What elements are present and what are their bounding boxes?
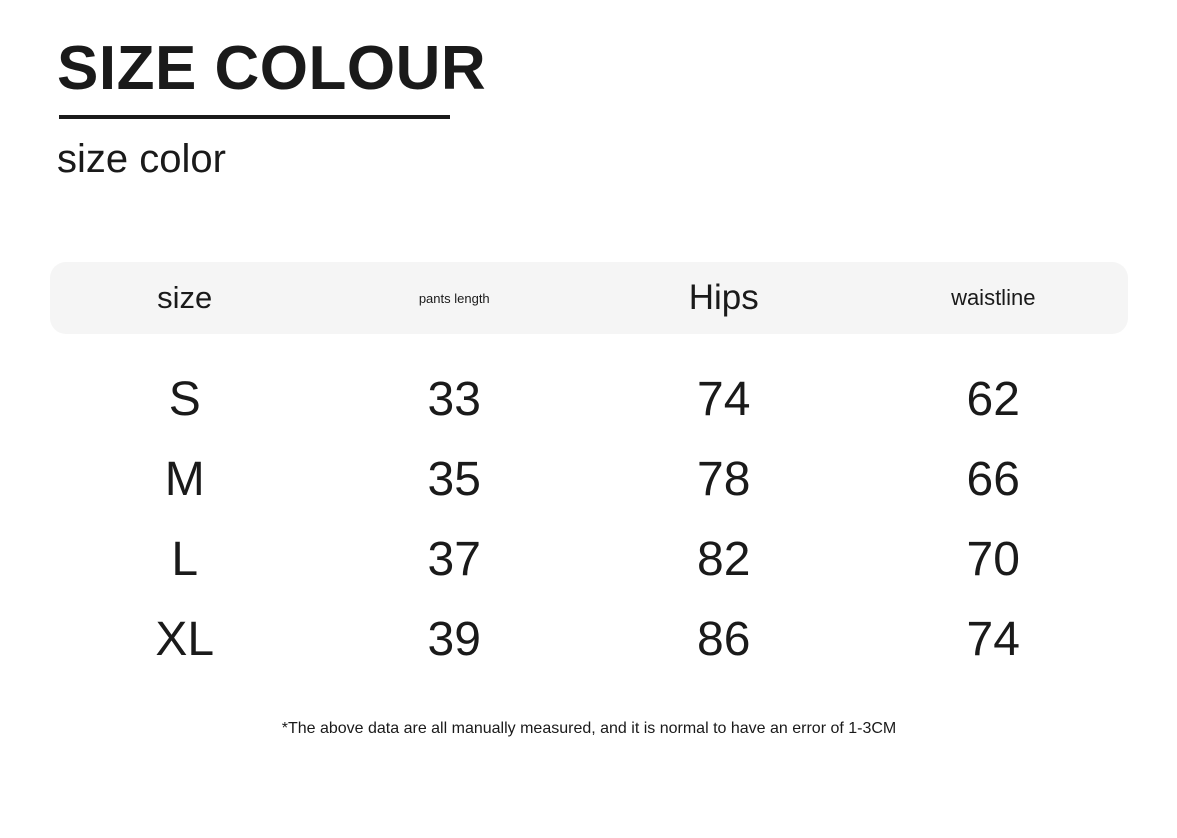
cell-pants-length: 39 bbox=[427, 612, 481, 666]
measurement-disclaimer: *The above data are all manually measured, and it is normal to have an error of 1-3CM bbox=[281, 720, 897, 737]
cell-waistline: 66 bbox=[966, 452, 1020, 506]
column-header-hips: Hips bbox=[688, 278, 759, 317]
page-title: SIZE COLOUR bbox=[57, 34, 487, 103]
table-row-l bbox=[50, 519, 1128, 599]
cell-hips: 78 bbox=[697, 452, 751, 506]
cell-size: M bbox=[164, 452, 205, 506]
cell-size: L bbox=[171, 532, 199, 586]
cell-size: S bbox=[168, 372, 201, 426]
cell-size: XL bbox=[155, 612, 215, 666]
size-chart-table bbox=[50, 262, 1128, 679]
cell-waistline: 74 bbox=[966, 612, 1020, 666]
page-subtitle: size color bbox=[57, 137, 226, 181]
cell-hips: 86 bbox=[697, 612, 751, 666]
table-row-s bbox=[50, 359, 1128, 439]
cell-waistline: 62 bbox=[966, 372, 1020, 426]
column-header-waistline: waistline bbox=[951, 285, 1036, 310]
cell-hips: 82 bbox=[697, 532, 751, 586]
table-row-m bbox=[50, 439, 1128, 519]
cell-hips: 74 bbox=[697, 372, 751, 426]
cell-waistline: 70 bbox=[966, 532, 1020, 586]
cell-pants-length: 37 bbox=[427, 532, 481, 586]
cell-pants-length: 33 bbox=[427, 372, 481, 426]
column-header-pants-length: pants length bbox=[418, 290, 490, 306]
column-header-size: size bbox=[157, 280, 213, 315]
cell-pants-length: 35 bbox=[427, 452, 481, 506]
title-block bbox=[0, 34, 1177, 183]
table-body bbox=[50, 359, 1128, 679]
table-header-row bbox=[50, 262, 1128, 334]
title-underline bbox=[59, 115, 450, 119]
table-row-xl bbox=[50, 599, 1128, 679]
